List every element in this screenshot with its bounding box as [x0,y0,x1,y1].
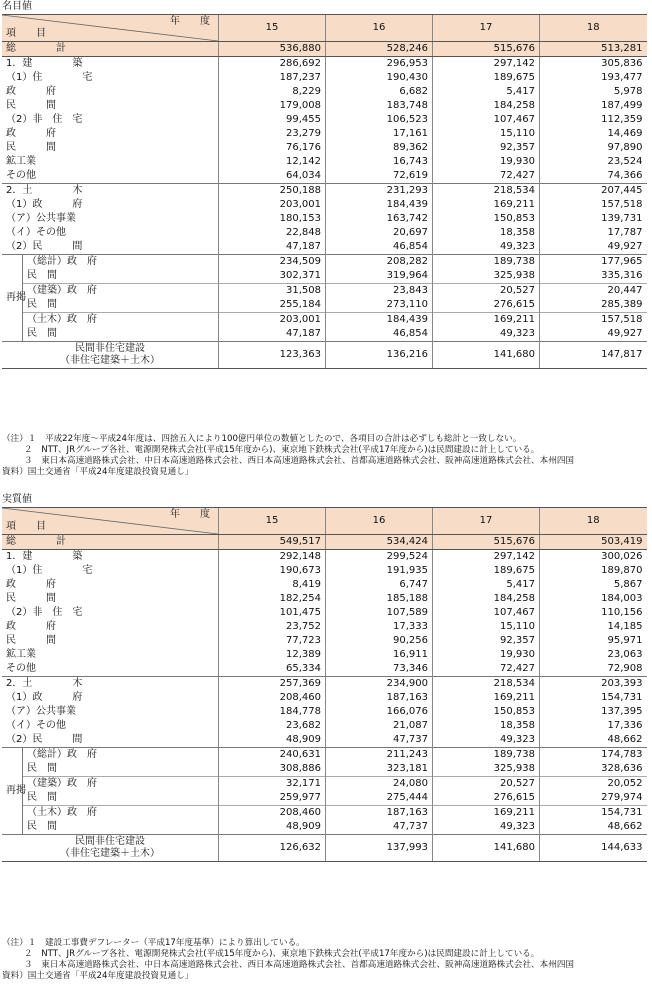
cell: 297,142 [433,57,540,72]
cell: 234,900 [326,677,433,692]
cell: 72,427 [433,662,540,677]
cell: 157,518 [540,313,647,328]
cell: 18,358 [433,226,540,240]
saikei-label: 再掲 [2,255,23,342]
table-row [2,634,647,648]
cell: 297,142 [433,550,540,565]
cell: 257,369 [219,677,326,692]
table-row-total [2,42,647,57]
cell: 335,316 [540,269,647,284]
nominal-table [2,14,647,369]
year-header: 16 [326,508,433,535]
year-header: 17 [433,15,540,42]
table-row [2,777,647,792]
cell: 515,676 [433,42,540,57]
cell: 139,731 [540,212,647,226]
cell: 189,870 [540,564,647,578]
cell: 231,293 [326,184,433,199]
real-title: 実質値 [2,494,32,505]
row-label: （2）非 住 宅 [6,114,83,125]
cell: 154,731 [540,691,647,705]
cell: 95,971 [540,634,647,648]
note-source: 資料）国土交通省「平成24年度建設投資見通し」 [2,971,194,981]
cell: 107,467 [433,113,540,127]
cell: 190,430 [326,71,433,85]
row-label: （土木）政 府 [23,313,219,328]
cell: 536,880 [219,42,326,57]
cell: 189,738 [433,748,540,763]
cell: 273,110 [326,298,433,313]
cell: 189,675 [433,564,540,578]
table-row [2,155,647,169]
row-label: 政 府 [6,86,56,97]
cell: 107,589 [326,606,433,620]
table-row [2,592,647,606]
cell: 259,977 [219,791,326,806]
cell: 21,087 [326,719,433,733]
table-row [2,240,647,255]
table-row [2,327,647,342]
header-corner [2,15,219,42]
table-row [2,733,647,748]
year-header: 15 [219,508,326,535]
row-label: 総 計 [2,42,219,57]
cell: 49,323 [433,820,540,835]
table-row [2,342,647,369]
cell: 24,080 [326,777,433,792]
cell: 74,366 [540,169,647,184]
cell: 141,680 [433,342,540,369]
cell: 48,909 [219,733,326,748]
cell: 101,475 [219,606,326,620]
note-line: ２ NTT、JRグループ各社、電源開発株式会社(平成15年度から)、東京地下鉄株式会社(平成17年度から)は民間建設に計上している。 [24,445,540,455]
cell: 14,185 [540,620,647,634]
row-label: （1）住 宅 [6,72,93,83]
cell: 190,673 [219,564,326,578]
row-label: 民間非住宅建設 （非住宅建築＋土木） [2,342,219,369]
row-label: 民 間 [6,593,56,604]
cell: 107,467 [433,606,540,620]
cell: 184,439 [326,198,433,212]
table-row [2,705,647,719]
cell: 528,246 [326,42,433,57]
table-row [2,169,647,184]
cell: 15,110 [433,620,540,634]
cell: 276,615 [433,791,540,806]
cell: 15,110 [433,127,540,141]
cell: 47,187 [219,327,326,342]
cell: 77,723 [219,634,326,648]
table-row [2,57,647,72]
cell: 112,359 [540,113,647,127]
header-koumoku: 項 目 [6,521,46,532]
row-label: 2．土 木 [2,677,219,692]
cell: 23,843 [326,284,433,299]
table-row [2,820,647,835]
cell: 180,153 [219,212,326,226]
table-row [2,212,647,226]
cell: 20,052 [540,777,647,792]
note-source: 資料）国土交通省「平成24年度建設投資見通し」 [2,467,194,477]
cell: 182,254 [219,592,326,606]
cell: 275,444 [326,791,433,806]
cell: 189,675 [433,71,540,85]
cell: 184,439 [326,313,433,328]
cell: 184,258 [433,592,540,606]
row-label: （建築）政 府 [23,284,219,299]
cell: 150,853 [433,212,540,226]
cell: 76,176 [219,141,326,155]
table-row [2,127,647,141]
row-label: （2）非 住 宅 [6,607,83,618]
cell: 189,738 [433,255,540,270]
cell: 46,854 [326,327,433,342]
cell: 184,778 [219,705,326,719]
year-header: 15 [219,15,326,42]
cell: 49,927 [540,327,647,342]
cell: 141,680 [433,835,540,862]
row-label: （1）住 宅 [6,565,93,576]
cell: 144,633 [540,835,647,862]
cell: 18,358 [433,719,540,733]
table-row [2,791,647,806]
cell: 92,357 [433,634,540,648]
cell: 279,974 [540,791,647,806]
cell: 72,619 [326,169,433,184]
cell: 157,518 [540,198,647,212]
table-row [2,71,647,85]
cell: 17,161 [326,127,433,141]
note-line: （注）１ 平成22年度〜平成24年度は、四捨五入により100億円単位の数値としたので、各項目の合計は必ずしも総計と一致しない。 [2,434,522,444]
cell: 300,026 [540,550,647,565]
cell: 23,682 [219,719,326,733]
row-label: 民 間 [27,821,57,832]
cell: 47,187 [219,240,326,255]
year-header: 18 [540,15,647,42]
cell: 137,993 [326,835,433,862]
cell: 513,281 [540,42,647,57]
cell: 110,156 [540,606,647,620]
row-label: （総計）政 府 [23,748,219,763]
cell: 137,395 [540,705,647,719]
note-line: ３ 東日本高速道路株式会社、中日本高速道路株式会社、西日本高速道路株式会社、首都高速道路株式会社、阪神高速道路株式会社、本州四国 [24,456,575,466]
cell: 5,417 [433,85,540,99]
cell: 177,965 [540,255,647,270]
real-notes [2,938,574,982]
row-label: 総 計 [2,535,219,550]
cell: 150,853 [433,705,540,719]
cell: 46,854 [326,240,433,255]
cell: 19,930 [433,155,540,169]
header-nendo: 年 度 [170,16,210,27]
table-row [2,719,647,733]
table-row [2,313,647,328]
cell: 308,886 [219,762,326,777]
cell: 17,787 [540,226,647,240]
note-line: ３ 東日本高速道路株式会社、中日本高速道路株式会社、西日本高速道路株式会社、首都高速道路株式会社、阪神高速道路株式会社、本州四国 [24,960,575,970]
header-koumoku: 項 目 [6,28,46,39]
cell: 185,188 [326,592,433,606]
row-label: 1．建 築 [6,551,83,562]
table-row [2,269,647,284]
cell: 299,524 [326,550,433,565]
table-row [2,762,647,777]
header-nendo: 年 度 [170,509,210,520]
row-label: （総計）政 府 [23,255,219,270]
table-row [2,113,647,127]
cell: 8,229 [219,85,326,99]
cell: 163,742 [326,212,433,226]
cell: 73,346 [326,662,433,677]
cell: 187,499 [540,99,647,113]
row-label: 政 府 [6,621,56,632]
cell: 49,323 [433,733,540,748]
row-label: 民 間 [6,635,56,646]
cell: 203,001 [219,198,326,212]
nominal-title: 名目値 [2,1,32,12]
table-row [2,255,647,270]
table-row [2,620,647,634]
table-row [2,298,647,313]
saikei-label: 再掲 [2,748,23,835]
table-row [2,550,647,565]
table-row [2,578,647,592]
table-row [2,648,647,662]
row-label: （1）政 府 [6,199,83,210]
cell: 147,817 [540,342,647,369]
cell: 20,527 [433,777,540,792]
table-row [2,835,647,862]
cell: 16,743 [326,155,433,169]
cell: 515,676 [433,535,540,550]
cell: 23,063 [540,648,647,662]
cell: 285,389 [540,298,647,313]
cell: 154,731 [540,806,647,821]
cell: 208,282 [326,255,433,270]
cell: 19,930 [433,648,540,662]
cell: 166,076 [326,705,433,719]
cell: 47,737 [326,820,433,835]
table-header [2,508,647,535]
cell: 17,333 [326,620,433,634]
year-header: 18 [540,508,647,535]
row-label: 政 府 [6,128,56,139]
cell: 208,460 [219,691,326,705]
cell: 319,964 [326,269,433,284]
cell: 48,909 [219,820,326,835]
cell: 12,142 [219,155,326,169]
cell: 203,001 [219,313,326,328]
row-label: 民 間 [27,763,57,774]
row-label: 民 間 [6,100,56,111]
row-label: 民間非住宅建設 （非住宅建築＋土木） [2,835,219,862]
table-row [2,184,647,199]
cell: 92,357 [433,141,540,155]
cell: 187,163 [326,691,433,705]
cell: 126,632 [219,835,326,862]
row-label: 1．建 築 [6,58,83,69]
table-row [2,806,647,821]
cell: 328,636 [540,762,647,777]
cell: 218,534 [433,677,540,692]
cell: 20,447 [540,284,647,299]
table-header [2,15,647,42]
table-row [2,677,647,692]
row-label: （2）民 間 [6,241,83,252]
cell: 234,509 [219,255,326,270]
row-label: （土木）政 府 [23,806,219,821]
cell: 49,323 [433,327,540,342]
cell: 106,523 [326,113,433,127]
table-row [2,99,647,113]
cell: 169,211 [433,806,540,821]
row-label: （建築）政 府 [23,777,219,792]
row-label: 民 間 [27,299,57,310]
cell: 218,534 [433,184,540,199]
table-row [2,85,647,99]
cell: 286,692 [219,57,326,72]
cell: 292,148 [219,550,326,565]
row-label: 鉱工業 [6,156,36,167]
row-label: 民 間 [6,142,56,153]
note-line: ２ NTT、JRグループ各社、電源開発株式会社(平成15年度から)、東京地下鉄株式会社(平成17年度から)は民間建設に計上している。 [24,949,540,959]
table-row [2,662,647,677]
cell: 123,363 [219,342,326,369]
nominal-notes [2,434,574,478]
cell: 47,737 [326,733,433,748]
cell: 89,362 [326,141,433,155]
cell: 136,216 [326,342,433,369]
row-label: 政 府 [6,579,56,590]
cell: 31,508 [219,284,326,299]
cell: 6,747 [326,578,433,592]
row-label: （1）政 府 [6,692,83,703]
row-label: 2．土 木 [2,184,219,199]
cell: 184,003 [540,592,647,606]
row-label: 鉱工業 [6,649,36,660]
cell: 99,455 [219,113,326,127]
cell: 14,469 [540,127,647,141]
cell: 174,783 [540,748,647,763]
table-row [2,284,647,299]
row-label: （ア）公共事業 [6,706,76,717]
row-label: （ア）公共事業 [6,213,76,224]
cell: 20,527 [433,284,540,299]
row-label: （イ）その他 [6,720,66,731]
cell: 90,256 [326,634,433,648]
cell: 97,890 [540,141,647,155]
cell: 250,188 [219,184,326,199]
cell: 65,334 [219,662,326,677]
row-label: 民 間 [27,792,57,803]
cell: 72,908 [540,662,647,677]
table-row [2,141,647,155]
cell: 325,938 [433,269,540,284]
row-label: 民 間 [27,270,57,281]
table-row [2,226,647,240]
row-label: その他 [6,663,36,674]
cell: 22,848 [219,226,326,240]
cell: 183,748 [326,99,433,113]
table-row [2,748,647,763]
cell: 191,935 [326,564,433,578]
cell: 12,389 [219,648,326,662]
cell: 49,323 [433,240,540,255]
cell: 23,524 [540,155,647,169]
table-row [2,606,647,620]
cell: 5,417 [433,578,540,592]
cell: 255,184 [219,298,326,313]
cell: 302,371 [219,269,326,284]
header-corner [2,508,219,535]
cell: 549,517 [219,535,326,550]
cell: 187,163 [326,806,433,821]
table-row [2,691,647,705]
table-row [2,198,647,212]
cell: 49,927 [540,240,647,255]
cell: 208,460 [219,806,326,821]
cell: 5,867 [540,578,647,592]
note-line: （注）１ 建設工事費デフレーター（平成17年度基準）により算出している。 [2,938,305,948]
cell: 240,631 [219,748,326,763]
cell: 23,279 [219,127,326,141]
cell: 48,662 [540,733,647,748]
table-row-total [2,535,647,550]
cell: 48,662 [540,820,647,835]
cell: 276,615 [433,298,540,313]
cell: 5,978 [540,85,647,99]
cell: 169,211 [433,313,540,328]
year-header: 17 [433,508,540,535]
cell: 193,477 [540,71,647,85]
table-row [2,564,647,578]
cell: 32,171 [219,777,326,792]
cell: 211,243 [326,748,433,763]
cell: 6,682 [326,85,433,99]
cell: 169,211 [433,691,540,705]
cell: 323,181 [326,762,433,777]
real-table [2,507,647,862]
cell: 305,836 [540,57,647,72]
cell: 325,938 [433,762,540,777]
cell: 503,419 [540,535,647,550]
row-label: その他 [6,170,36,181]
cell: 203,393 [540,677,647,692]
row-label: （2）民 間 [6,734,83,745]
cell: 169,211 [433,198,540,212]
cell: 17,336 [540,719,647,733]
cell: 187,237 [219,71,326,85]
cell: 179,008 [219,99,326,113]
cell: 72,427 [433,169,540,184]
cell: 64,034 [219,169,326,184]
row-label: 民 間 [27,328,57,339]
cell: 184,258 [433,99,540,113]
cell: 20,697 [326,226,433,240]
cell: 296,953 [326,57,433,72]
cell: 8,419 [219,578,326,592]
cell: 534,424 [326,535,433,550]
year-header: 16 [326,15,433,42]
cell: 16,911 [326,648,433,662]
row-label: （イ）その他 [6,227,66,238]
cell: 207,445 [540,184,647,199]
cell: 23,752 [219,620,326,634]
